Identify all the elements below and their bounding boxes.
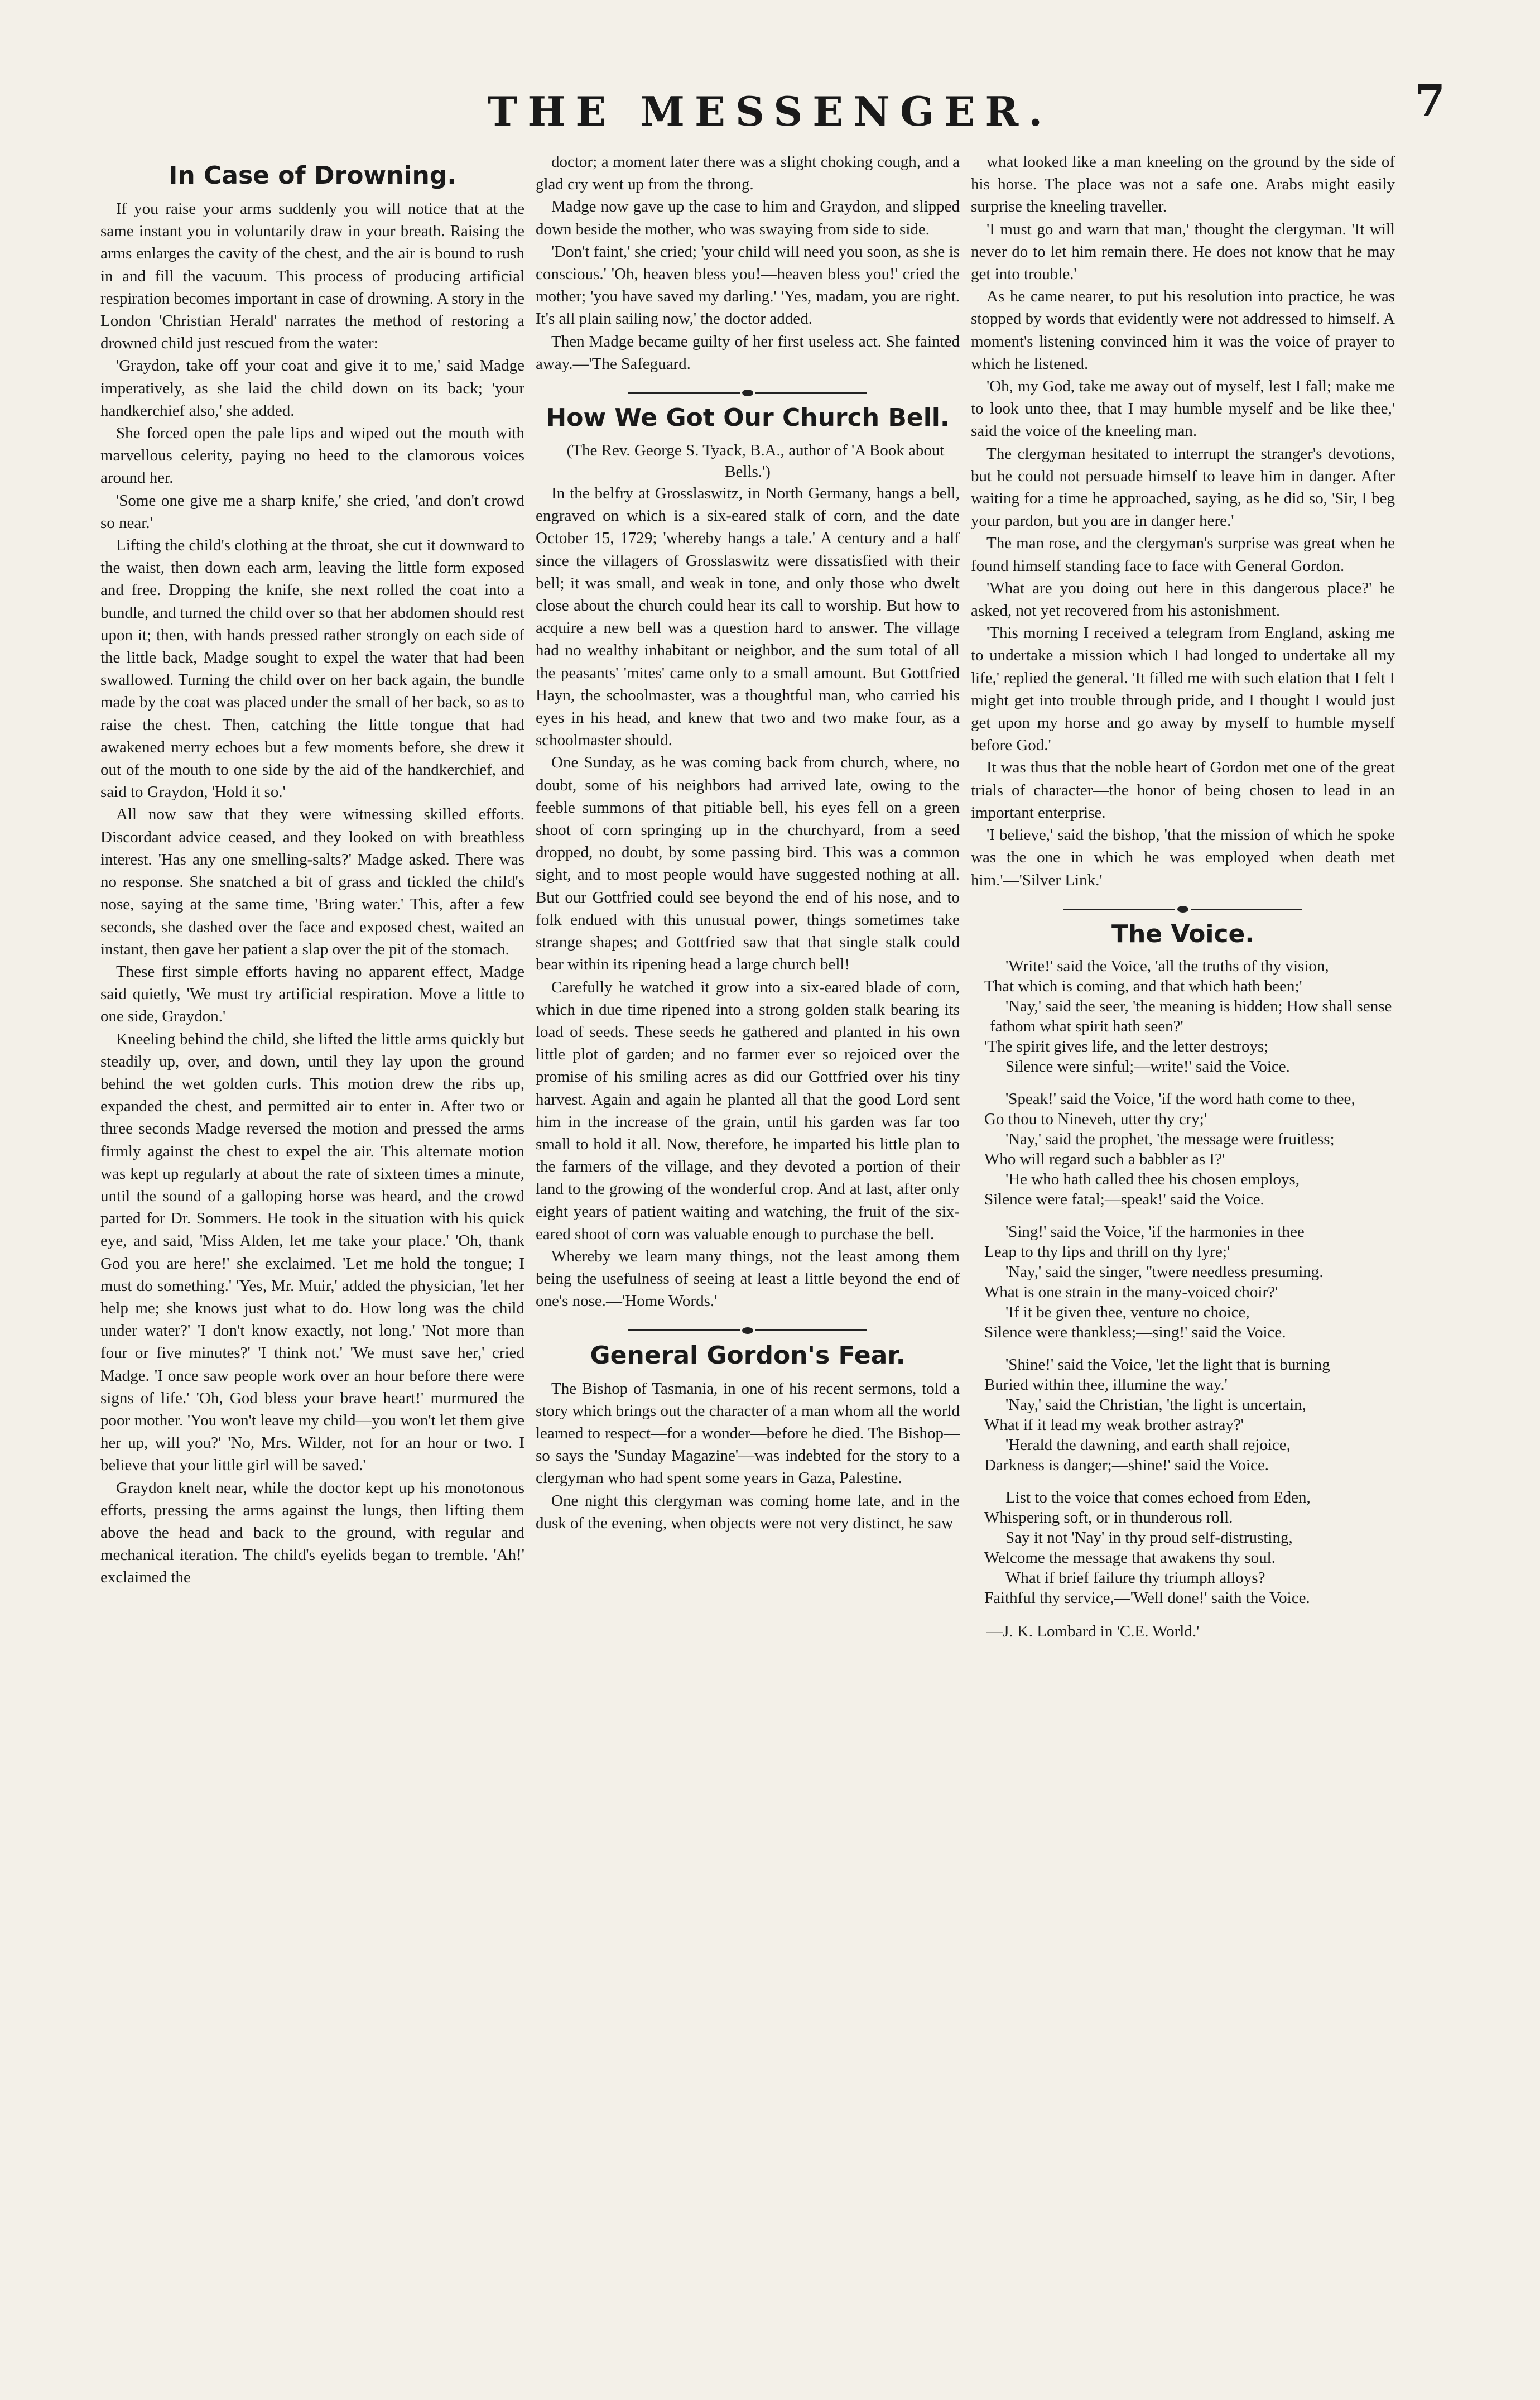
paragraph: what looked like a man kneeling on the ground by the side of his horse. The place was not a safe one. Arabs might easily surprise the kneeling traveller. xyxy=(971,153,1395,216)
poem-line: 'Nay,' said the Christian, 'the light is uncertain, xyxy=(1005,1395,1306,1414)
paragraph: The man rose, and the clergyman's surprise was great when he found himself standing face to face with General Gordon. xyxy=(971,534,1395,575)
poem-line: What is one strain in the many-voiced choir?' xyxy=(984,1283,1278,1301)
bell-byline: (The Rev. George S. Tyack, B.A., author of 'A Book about Bells.') xyxy=(566,441,945,481)
poem-line: Go thou to Nineveh, utter thy cry;' xyxy=(984,1110,1207,1128)
poem-signature: —J. K. Lombard in 'C.E. World.' xyxy=(986,1622,1200,1640)
paragraph: She forced open the pale lips and wiped out the mouth with marvellous celerity, paying no heed to the clamorous voices around her. xyxy=(100,424,524,487)
paragraph: Carefully he watched it grow into a six-eared blade of corn, which in due time ripened into a strong golden stalk bearing its load of seeds. These seeds he gathered and planted in his own little plot of garden; and no farmer ever so rejoiced over the promise of his smiling acres as did our Gottfried over his tiny harvest. Again and again he planted all that the good Lord sent him in the increase of the grain, until his garden was far too small to hold it all. Now, therefore, he imparted his little plan to the farmers of the village, and they devoted a portion of their land to the growing of the wonderful crop. And at last, after only eight years of patient waiting and watching, the fruit of the six-eared shoot of corn was valuable enough to purchase the bell. xyxy=(536,978,960,1243)
paragraph: 'I must go and warn that man,' thought the clergyman. 'It will never do to let him remain there. He does not know that he may get into trouble.' xyxy=(971,220,1395,284)
poem-line: What if brief failure thy triumph alloys? xyxy=(1005,1568,1265,1587)
poem-line: 'If it be given thee, venture no choice, xyxy=(1005,1303,1250,1321)
poem-line: List to the voice that comes echoed from Eden, xyxy=(1005,1488,1311,1506)
column-3 xyxy=(971,151,1395,2378)
poem-line: Whispering soft, or in thunderous roll. xyxy=(984,1508,1233,1527)
paragraph: All now saw that they were witnessing skilled efforts. Discordant advice ceased, and they looked on with breathless interest. 'Has any one smelling-salts?' Madge asked. There was no response. She snatched a bit of grass and tickled the child's nose, saying at the same time, 'Bring water.' This, after a few seconds, she dashed over the face and exposed chest, waited an instant, then gave her patient a slap over the pit of the stomach. xyxy=(100,805,524,958)
section-divider xyxy=(536,381,960,388)
masthead xyxy=(0,78,1540,145)
gordon-continuation xyxy=(971,151,1395,891)
voice-title: The Voice. xyxy=(1111,919,1255,948)
poem-line: What if it lead my weak brother astray?' xyxy=(984,1415,1244,1434)
paragraph: One night this clergyman was coming home late, and in the dusk of the evening, when objects were not very distinct, he saw xyxy=(536,1491,960,1532)
poem-line: Faithful thy service,—'Well done!' saith the Voice. xyxy=(984,1588,1310,1607)
poem-line: Buried within thee, illumine the way.' xyxy=(984,1375,1228,1394)
poem-line: 'The spirit gives life, and the letter destroys; xyxy=(984,1037,1269,1055)
section-divider xyxy=(536,1318,960,1326)
poem-line: 'He who hath called thee his chosen employs, xyxy=(1005,1170,1300,1188)
poem-line: 'Write!' said the Voice, 'all the truths of thy vision, xyxy=(1005,957,1329,975)
gordon-title: General Gordon's Fear. xyxy=(590,1341,906,1370)
poem-line: That which is coming, and that which hath been;' xyxy=(984,977,1302,995)
paragraph: One Sunday, as he was coming back from church, where, no doubt, some of his neighbors had arrived late, owing to the feeble summons of that pitiable bell, his eyes fell on a green shoot of corn springing up in the churchyard, from a seed dropped, no doubt, by some passing bird. This was a common sight, and to most people would have suggested nothing at all. But our Gottfried could see beyond the end of his nose, and to folk endued with this unusual power, things sometimes take strange shapes; and Gottfried saw that that single stalk could bear within its ripening head a large church bell! xyxy=(536,753,960,974)
poem-line: 'Nay,' said the seer, 'the meaning is hidden; How shall sense fathom what spirit hath seen?' xyxy=(990,997,1392,1035)
poem-line: 'Herald the dawning, and earth shall rejoice, xyxy=(1005,1436,1291,1454)
poem-line: Say it not 'Nay' in thy proud self-distrusting, xyxy=(1005,1528,1293,1547)
paragraph: These first simple efforts having no apparent effect, Madge said quietly, 'We must try artificial respiration. Move a little to one side, Graydon.' xyxy=(100,962,524,1026)
poem-stanza xyxy=(971,1487,1395,1608)
poem-line: Leap to thy lips and thrill on thy lyre;' xyxy=(984,1242,1230,1261)
poem-line: 'Nay,' said the singer, ''twere needless presuming. xyxy=(1005,1263,1324,1281)
paragraph: 'What are you doing out here in this dangerous place?' he asked, not yet recovered from his astonishment. xyxy=(971,579,1395,620)
poem-stanza xyxy=(971,1222,1395,1342)
paragraph: As he came nearer, to put his resolution into practice, he was stopped by words that evidently were not addressed to himself. A moment's listening convinced him it was the voice of prayer to which he listened. xyxy=(971,287,1395,373)
paragraph: 'I believe,' said the bishop, 'that the mission of which he spoke was the one in which he was employed when death met him.'—'Silver Link.' xyxy=(971,826,1395,889)
paragraph: doctor; a moment later there was a slight choking cough, and a glad cry went up from the throng. xyxy=(536,153,960,194)
paragraph: The clergyman hesitated to interrupt the stranger's devotions, but he could not persuade himself to leave him in danger. After waiting for a time he approached, saying, as he did so, 'Sir, I beg your pardon, but you are in danger here.' xyxy=(971,444,1395,530)
poem-line: Darkness is danger;—shine!' said the Voice. xyxy=(984,1456,1269,1474)
paragraph: The Bishop of Tasmania, in one of his recent sermons, told a story which brings out the character of a man whom all the world learned to respect—for a wonder—before he died. The Bishop—so says the 'Sunday Magazine'—was indebted for the story to a clergyman who had spent some years in Gaza, Palestine. xyxy=(536,1379,960,1487)
poem-stanza xyxy=(971,1355,1395,1475)
paragraph: 'This morning I received a telegram from England, asking me to undertake a mission which I had longed to undertake all my life,' replied the general. 'It filled me with such elation that I felt I might get into trouble through pride, and I thought I would just get upon my horse and go away by myself to humble myself before God.' xyxy=(971,624,1395,755)
drowning-body xyxy=(100,198,524,1589)
poem-stanza xyxy=(971,1089,1395,1209)
paragraph: 'Graydon, take off your coat and give it to me,' said Madge imperatively, as she laid the child down on its back; 'your handkerchief also,' she added. xyxy=(100,357,524,420)
poem-line: 'Sing!' said the Voice, 'if the harmonies in thee xyxy=(1005,1222,1305,1241)
paragraph: Madge now gave up the case to him and Graydon, and slipped down beside the mother, who was swaying from side to side. xyxy=(536,198,960,238)
gordon-body xyxy=(536,1377,960,1534)
column-1 xyxy=(100,151,524,2378)
paragraph: Graydon knelt near, while the doctor kept up his monotonous efforts, pressing the arms against the lungs, then lifting them above the head and back to the ground, with regular and mechanical iteration. The child's eyelids began to tremble. 'Ah!' exclaimed the xyxy=(100,1479,524,1587)
poem-stanza xyxy=(971,956,1395,1077)
poem-line: Silence were fatal;—speak!' said the Voice. xyxy=(984,1190,1264,1208)
poem-line: Silence were sinful;—write!' said the Voice. xyxy=(1005,1057,1290,1076)
paragraph: Kneeling behind the child, she lifted the little arms quickly but steadily up, over, and down, until they lay upon the ground behind the wet golden curls. This motion drew the ribs up, expanded the chest, and permitted air to enter in. After two or three seconds Madge reversed the motion and pressed the arms firmly against the chest to expel the air. This alternate motion was kept up regularly at about the rate of sixteen times a minute, until the sound of a galloping horse was heard, and the crowd parted for Dr. Sommers. He took in the situation with his quick eye, and said, 'Miss Alden, let me take your place.' 'Oh, thank God you are here!' she exclaimed. 'Let me hold the tongue; I must do something.' 'Yes, Mr. Muir,' added the physician, 'let her help me; she knows just what to do. How long was the child under water?' 'I don't know exactly, not long.' 'Not more than four or five minutes?' 'I think not.' 'We must save her,' cried Madge. 'I once saw people work over an hour before there were signs of life.' 'Oh, God bless your brave heart!' murmured the poor mother. 'You won't leave my child—you won't let them give her up, will you?' 'No, Mrs. Wilder, not for an hour or two. I believe that your little girl will be saved.' xyxy=(100,1030,524,1475)
paragraph: Whereby we learn many things, not the least among them being the usefulness of seeing at least a little beyond the end of one's nose.—'Home Words.' xyxy=(536,1247,960,1311)
paragraph: Lifting the child's clothing at the throat, she cut it downward to the waist, then down each arm, leaving the little form exposed and free. Dropping the knife, she next rolled the coat into a bundle, and turned the child over so that her abdomen should rest upon it; then, with hands pressed rather strongly on each side of the little back, Madge sought to expel the water that had been swallowed. Turning the child over on her back again, the bundle made by the coat was placed under the small of her back, so as to raise the chest. Then, catching the little tongue that had awakened merry echoes but a few moments before, she drew it out of the mouth to one side by the aid of the handkerchief, and said to Graydon, 'Hold it so.' xyxy=(100,536,524,801)
column-2 xyxy=(536,151,960,2378)
paragraph: 'Oh, my God, take me away out of myself, lest I fall; make me to look unto thee, that I may humble myself and be like thee,' said the voice of the kneeling man. xyxy=(971,377,1395,440)
paragraph: In the belfry at Grosslaswitz, in North Germany, hangs a bell, engraved on which is a six-eared stalk of corn, and the date October 15, 1729; 'whereby hangs a tale.' A century and a half since the villagers of Grosslaswitz were dissatisfied with their bell; it was small, and weak in tone, and only those who dwelt close about the church could hear its call to worship. But how to acquire a new bell was a question hard to answer. The village had no wealthy inhabitant or neighbor, and the sum total of all the peasants' 'mites' came only to a small amount. But Gottfried Hayn, the schoolmaster, was a thoughtful man, who carried his eyes in his head, and knew that two and two make four, as a schoolmaster should. xyxy=(536,484,960,750)
drowning-continuation xyxy=(536,151,960,375)
poem-line: 'Speak!' said the Voice, 'if the word hath come to thee, xyxy=(1005,1089,1355,1108)
article-columns xyxy=(100,151,1406,2378)
masthead-title: THE MESSENGER. xyxy=(487,88,1053,135)
voice-poem xyxy=(971,956,1395,1608)
poem-line: Silence were thankless;—sing!' said the Voice. xyxy=(984,1323,1286,1341)
poem-line: 'Shine!' said the Voice, 'let the light that is burning xyxy=(1005,1355,1330,1374)
poem-line: Welcome the message that awakens thy soul. xyxy=(984,1548,1276,1567)
bell-body xyxy=(536,482,960,1313)
poem-line: 'Nay,' said the prophet, 'the message were fruitless; xyxy=(1005,1130,1335,1148)
page-number: 7 xyxy=(1414,75,1445,126)
paragraph: 'Don't faint,' she cried; 'your child will need you soon, as she is conscious.' 'Oh, heaven bless you!—heaven bless you!' cried the mother; 'you have saved my darling.' 'Yes, madam, you are right. It's all plain sailing now,' the doctor added. xyxy=(536,242,960,328)
paragraph: If you raise your arms suddenly you will notice that at the same instant you in voluntarily draw in your breath. Raising the arms enlarges the cavity of the chest, and the air is bound to rush in and fill the vacuum. This process of producing artificial respiration becomes important in case of drowning. A story in the London 'Christian Herald' narrates the method of restoring a drowned child just rescued from the water: xyxy=(100,200,524,353)
paragraph: Then Madge became guilty of her first useless act. She fainted away.—'The Safeguard. xyxy=(536,332,960,373)
poem-line: Who will regard such a babbler as I?' xyxy=(984,1150,1225,1168)
paragraph: 'Some one give me a sharp knife,' she cried, 'and don't crowd so near.' xyxy=(100,491,524,532)
drowning-title: In Case of Drowning. xyxy=(168,161,457,190)
paragraph: It was thus that the noble heart of Gordon met one of the great trials of character—the honor of being chosen to lead in an important enterprise. xyxy=(971,759,1395,822)
section-divider xyxy=(971,897,1395,905)
bell-title: How We Got Our Church Bell. xyxy=(546,404,950,433)
